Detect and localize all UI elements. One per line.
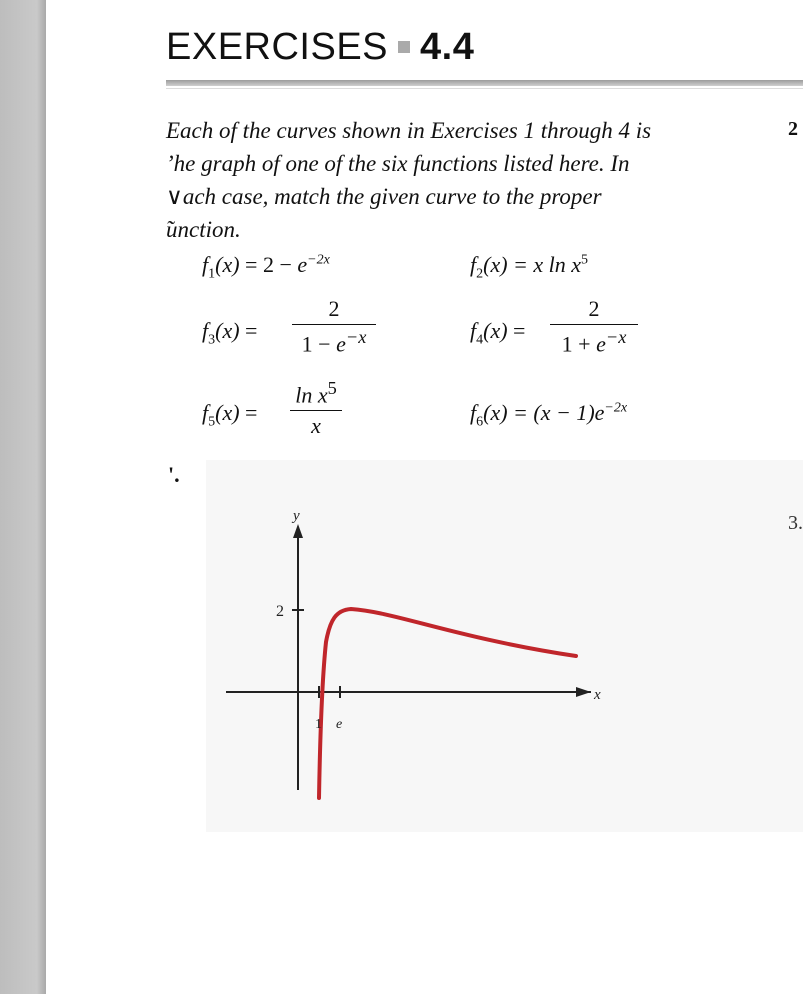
f2-exponent: 5 bbox=[581, 252, 589, 268]
f4-subscript: 4 bbox=[476, 332, 484, 348]
instruction-line: Each of the curves shown in Exercises 1 through 4 is bbox=[166, 118, 652, 143]
heading-rule-thin bbox=[166, 88, 803, 89]
f6-arg: (x) bbox=[483, 400, 508, 425]
f1-subscript: 1 bbox=[208, 266, 216, 282]
f2-arg: (x) bbox=[483, 252, 508, 277]
f1-name: f bbox=[202, 252, 209, 277]
f5-name: f bbox=[202, 400, 209, 425]
f2-rhs: = x ln x bbox=[507, 252, 582, 277]
y-tick-label-2: 2 bbox=[276, 603, 284, 620]
f5-numerator: ln x bbox=[295, 382, 328, 408]
function-f1 bbox=[202, 252, 330, 282]
f5-arg: (x) bbox=[215, 400, 240, 425]
function-f3-lhs bbox=[202, 318, 257, 348]
f3-subscript: 3 bbox=[208, 332, 216, 348]
graph-curve bbox=[319, 609, 576, 798]
function-f4-fraction bbox=[550, 296, 638, 357]
f4-denominator-a: 1 + bbox=[561, 331, 597, 357]
x-tick-label-e: e bbox=[336, 717, 343, 732]
instruction-line: ̃unction. bbox=[166, 217, 241, 242]
f5-numerator-exponent: 5 bbox=[327, 378, 337, 398]
left-margin-bar bbox=[0, 0, 46, 994]
f5-equals: = bbox=[245, 400, 258, 425]
f1-rhs: = 2 − bbox=[239, 252, 298, 277]
f6-name: f bbox=[470, 400, 477, 425]
f3-denominator-base: e bbox=[336, 331, 346, 357]
function-f4-lhs bbox=[470, 318, 525, 348]
f3-name: f bbox=[202, 318, 209, 343]
heading-number: 4.4 bbox=[420, 26, 475, 68]
x-tick-label-1: 1 bbox=[315, 717, 322, 732]
y-axis-label: y bbox=[293, 508, 300, 524]
f2-name: f bbox=[470, 252, 477, 277]
heading-word: EXERCISES bbox=[166, 26, 389, 68]
instruction-line: ∨ach case, match the given curve to the proper bbox=[166, 184, 602, 209]
f6-subscript: 6 bbox=[476, 414, 484, 430]
f4-denominator-exponent: −x bbox=[605, 327, 627, 347]
f1-exponent: −2x bbox=[307, 252, 330, 268]
f3-equals: = bbox=[245, 318, 258, 343]
x-axis-label: x bbox=[594, 687, 601, 703]
f5-subscript: 5 bbox=[208, 414, 216, 430]
exercise-instructions bbox=[166, 114, 726, 246]
heading-square-icon bbox=[398, 41, 410, 53]
exercise-number-3-cutoff: 3. bbox=[788, 512, 803, 534]
f1-arg: (x) bbox=[215, 252, 240, 277]
f3-denominator-exponent: −x bbox=[345, 327, 367, 347]
function-f5-fraction bbox=[290, 378, 342, 439]
f4-denominator-base: e bbox=[596, 331, 606, 357]
heading-rule bbox=[166, 80, 803, 86]
f6-rhs: = (x − 1)e bbox=[507, 400, 605, 425]
function-f6 bbox=[470, 400, 627, 430]
f3-denominator-a: 1 − bbox=[301, 331, 337, 357]
function-f2 bbox=[470, 252, 588, 282]
y-axis-arrow-icon bbox=[293, 524, 303, 538]
f5-denominator: x bbox=[311, 413, 321, 439]
f3-numerator: 2 bbox=[328, 296, 340, 321]
textbook-page bbox=[46, 0, 803, 994]
f4-equals: = bbox=[513, 318, 526, 343]
exercise-number-1: '. bbox=[168, 462, 180, 487]
instruction-line: ’he graph of one of the six functions listed here. In bbox=[166, 151, 630, 176]
f2-subscript: 2 bbox=[476, 266, 484, 282]
function-f3-fraction bbox=[292, 296, 376, 357]
f4-numerator: 2 bbox=[588, 296, 600, 321]
f3-arg: (x) bbox=[215, 318, 240, 343]
f1-base: e bbox=[297, 252, 308, 277]
f6-exponent: −2x bbox=[604, 400, 628, 416]
section-heading bbox=[166, 26, 474, 69]
x-axis-arrow-icon bbox=[576, 687, 591, 697]
exercise-graph bbox=[196, 460, 636, 820]
f4-name: f bbox=[470, 318, 477, 343]
f4-arg: (x) bbox=[483, 318, 508, 343]
function-f5-lhs bbox=[202, 400, 257, 430]
exercise-number-2-cutoff: 2 bbox=[788, 118, 798, 140]
